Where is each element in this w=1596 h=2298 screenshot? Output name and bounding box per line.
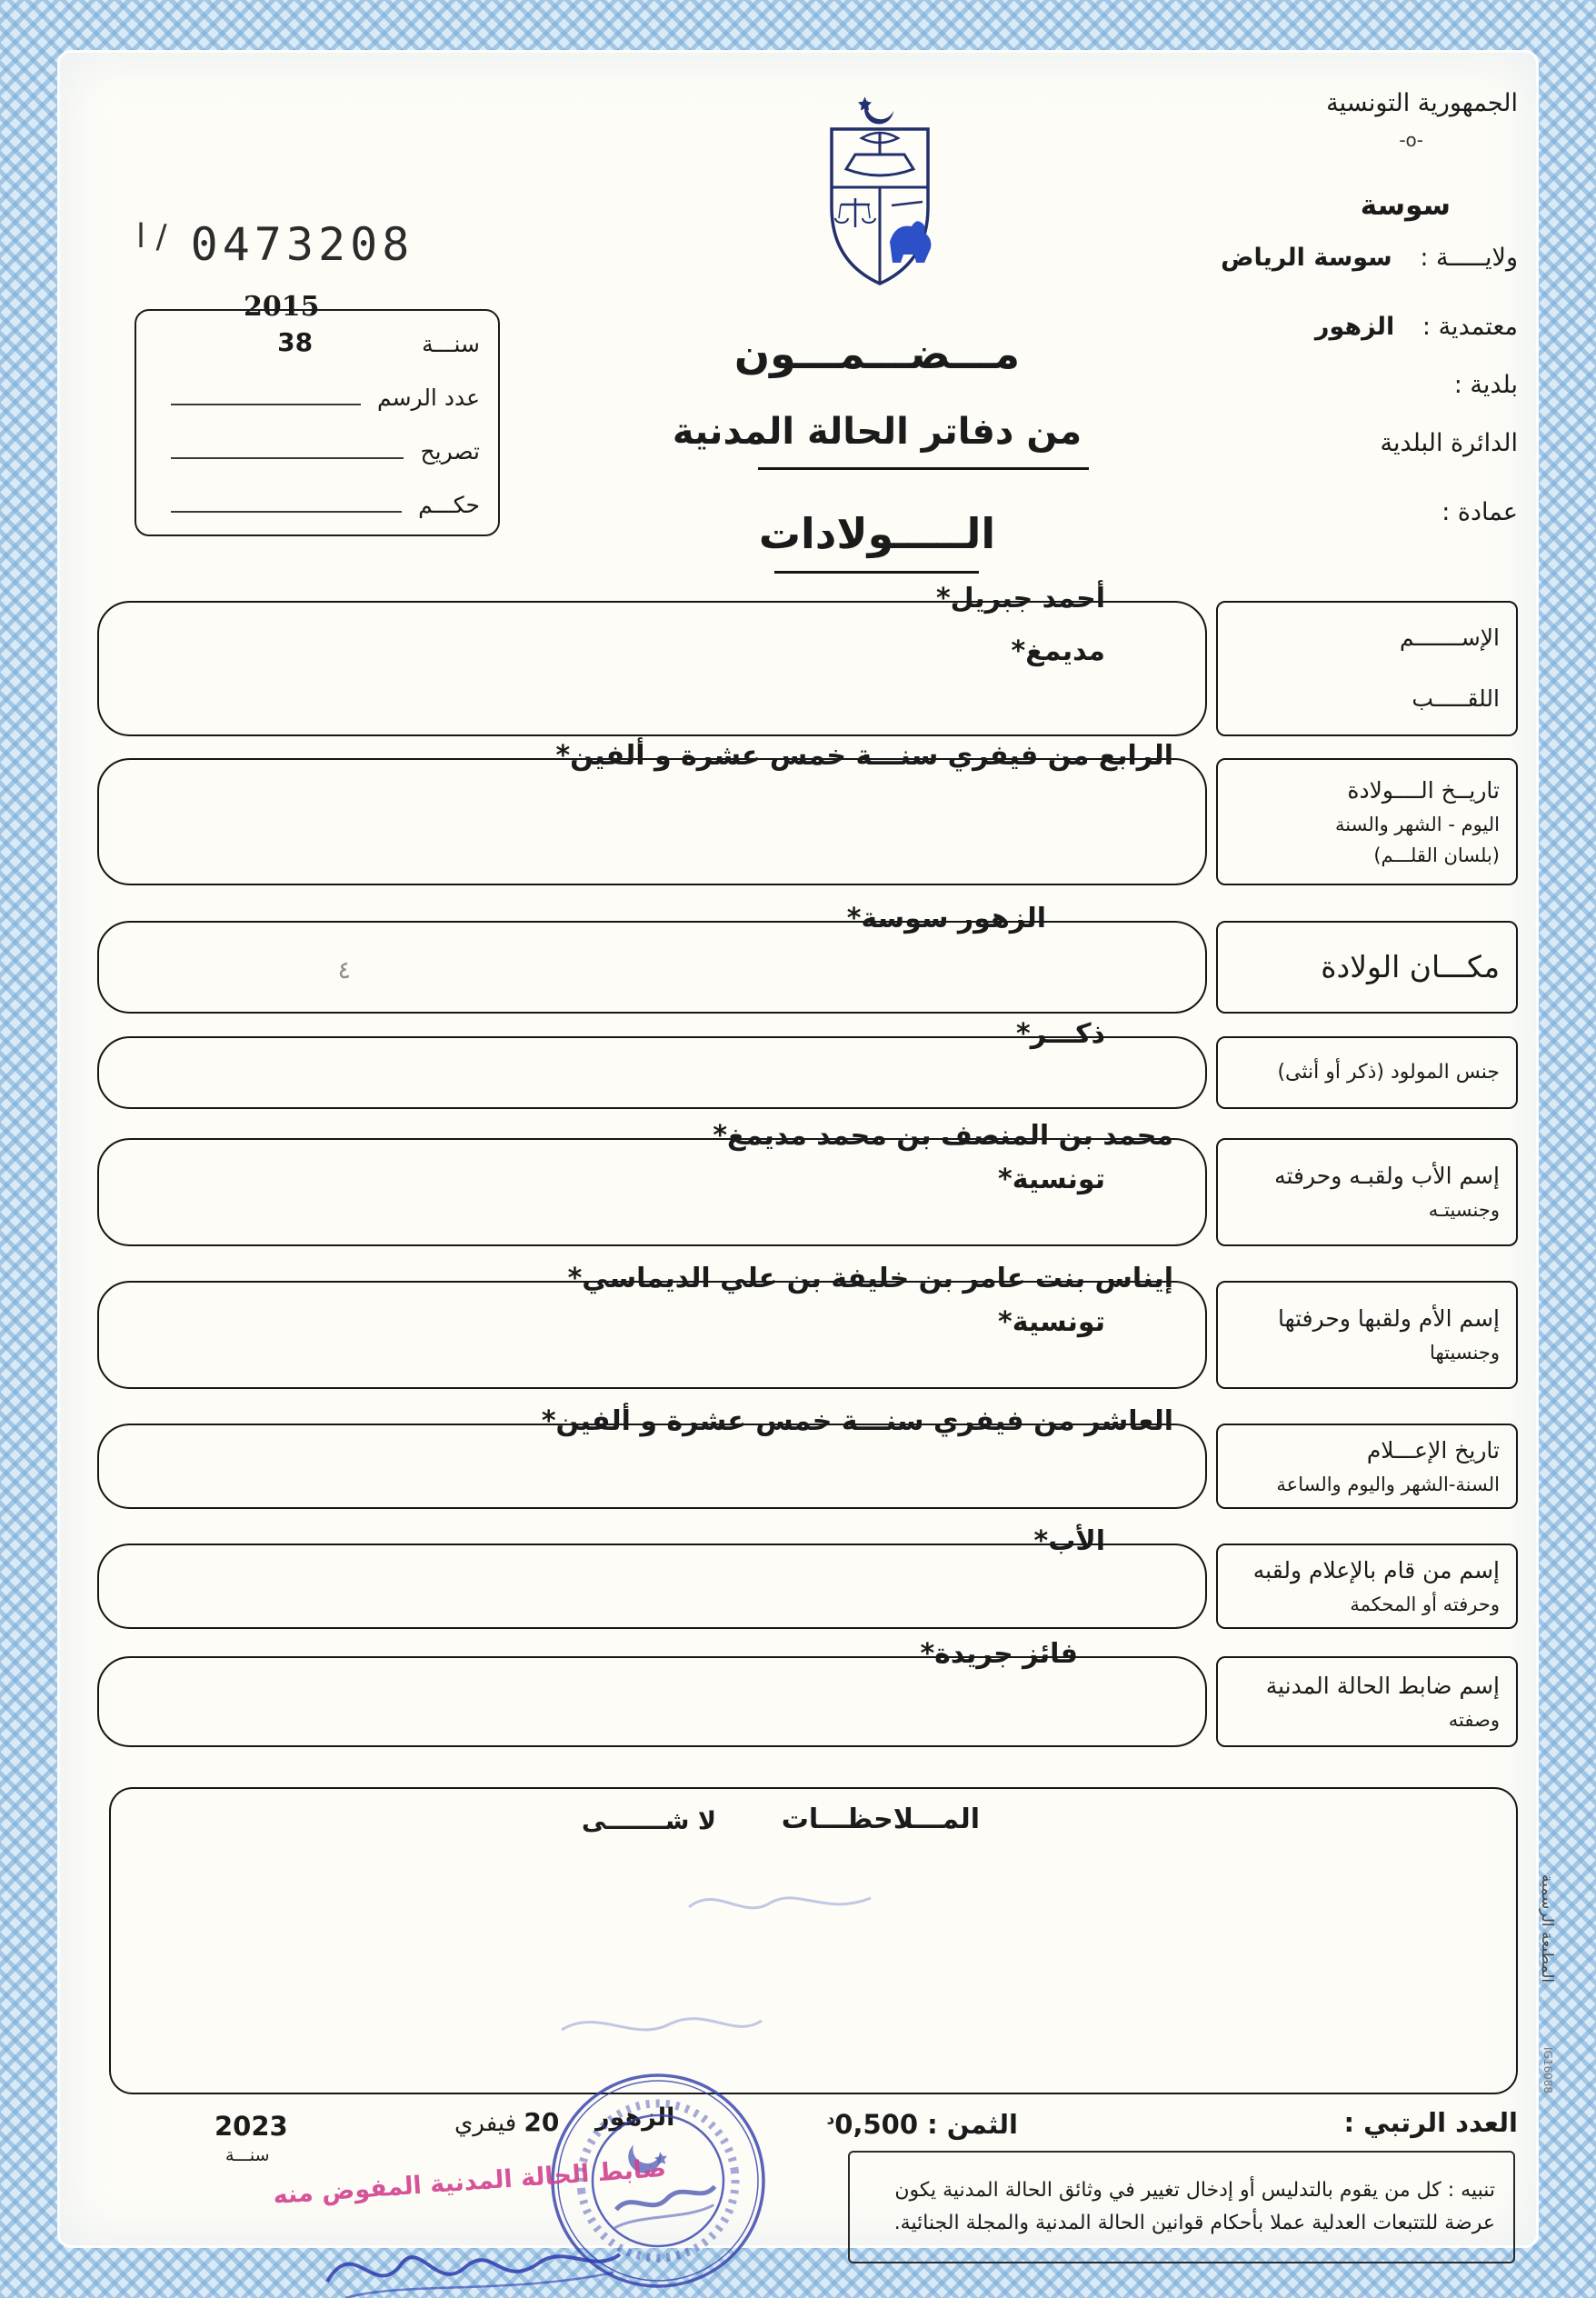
footer-year-value: 2023 [214, 2111, 288, 2142]
serial-prefix: ا / [136, 218, 167, 255]
serial-year: 2015 [244, 291, 320, 323]
notes-label: المـــلاحظـــات [781, 1803, 980, 1835]
ink-scribble [680, 1871, 880, 1934]
label-notifier: إسم من قام بالإعلام ولقبه [1252, 1556, 1500, 1584]
delegation-line [1315, 313, 1518, 341]
blank-line [171, 404, 361, 405]
births-title: الـــــولادات [758, 509, 996, 558]
field-row-officer [97, 1638, 1518, 1747]
field-label-notifier [1216, 1544, 1518, 1629]
field-row-notification-date [97, 1405, 1518, 1509]
serial-number: 0473208 [190, 218, 414, 271]
wilaya-value: سوسة الرياض [1221, 244, 1392, 272]
value-birth-date: الرابع من فيفري سنـــة خمس عشرة و ألفين* [555, 740, 1173, 772]
label-father-sub: وجنسيتـه [1428, 1199, 1500, 1222]
label-birth-date-sub1: اليوم - الشهر والسنة [1335, 813, 1500, 835]
value-surname: مديمغ* [1011, 635, 1105, 667]
footer-place: الزهور [595, 2103, 675, 2132]
serial-block [136, 218, 414, 271]
registry-row-act-number [155, 385, 480, 411]
label-first-name: الإســـــــم [1399, 624, 1500, 651]
print-reference-code: IG16088 [1541, 2047, 1554, 2094]
field-box-birth-place [97, 903, 1207, 1014]
label-officer-sub: وصفته [1448, 1708, 1500, 1731]
label-surname: اللقـــــب [1411, 685, 1500, 713]
field-row-birth-place [97, 903, 1518, 1014]
field-row-mother [97, 1263, 1518, 1389]
field-box-gender [97, 1018, 1207, 1109]
registry-judgment-label: حكـــم [418, 492, 480, 518]
district-label: الدائرة البلدية [1380, 429, 1518, 457]
label-notification-date: تاريخ الإعـــلام [1366, 1436, 1500, 1464]
divider-ornament: -o- [1399, 129, 1423, 151]
registry-act-label: عدد الرسم [376, 385, 480, 411]
value-mother-nationality: تونسية* [998, 1306, 1105, 1338]
registry-row-judgment [155, 492, 480, 518]
wilaya-line [1221, 244, 1518, 272]
registry-declaration-label: تصريح [420, 438, 480, 465]
republic-title: الجمهورية التونسية [1326, 89, 1518, 117]
field-box-father [97, 1120, 1207, 1246]
notes-box [109, 1787, 1518, 2094]
ink-scribble [553, 1998, 771, 2053]
field-label-father [1216, 1138, 1518, 1246]
registry-box [135, 309, 500, 536]
value-officer: فائز جريدة* [920, 1638, 1078, 1670]
value-first-name: أحمد جبريل* [935, 583, 1105, 614]
tunisia-coat-of-arms-icon [821, 89, 939, 291]
notes-value: لا شـــــــى [582, 1807, 716, 1835]
label-notifier-sub: وحرفته أو المحكمة [1350, 1593, 1500, 1615]
footer-year-label: سنـــة [225, 2145, 270, 2165]
field-box-officer [97, 1638, 1207, 1747]
blank-line [171, 457, 404, 459]
document-subtitle: من دفاتر الحالة المدنية [672, 411, 1082, 453]
field-box-notifier [97, 1525, 1207, 1629]
ordinal-number-label: العدد الرتبي : [1343, 2107, 1518, 2138]
field-label-name [1216, 601, 1518, 736]
field-label-notification-date [1216, 1424, 1518, 1509]
price-line [827, 2109, 1018, 2140]
label-notification-date-sub: السنة-الشهر واليوم والساعة [1276, 1473, 1500, 1495]
currency-symbol: د [826, 2110, 835, 2129]
value-birth-place: الزهور سوسة* [846, 903, 1046, 934]
delegation-value: الزهور [1314, 313, 1395, 341]
label-birth-place: مكـــان الولادة [1321, 948, 1500, 984]
document-title: مـــضـــمـــون [733, 329, 1021, 378]
legal-notice-box [848, 2151, 1515, 2263]
births-underline [774, 571, 979, 574]
blank-line [171, 511, 402, 513]
label-officer: إسم ضابط الحالة المدنية [1265, 1672, 1500, 1699]
footer-date-month: فيفري [454, 2110, 517, 2137]
value-gender: ذكـــر* [1016, 1018, 1105, 1050]
field-row-gender [97, 1018, 1518, 1109]
field-box-mother [97, 1263, 1207, 1389]
label-birth-date-sub2: (بلسان القلـــم) [1373, 844, 1500, 866]
field-label-mother [1216, 1281, 1518, 1389]
field-label-gender [1216, 1036, 1518, 1109]
field-box-name [97, 583, 1207, 736]
field-row-notifier [97, 1525, 1518, 1629]
value-notification-date: العاشر من فيفري سنـــة خمس عشرة و ألفين* [541, 1405, 1173, 1437]
field-row-birth-date [97, 740, 1518, 885]
field-row-father [97, 1120, 1518, 1246]
delegation-label: معتمدية : [1421, 313, 1518, 341]
registry-year-label: سنـــة [422, 331, 480, 357]
wilaya-label: ولايـــــة : [1420, 244, 1518, 272]
price-label: الثمن : 0,500 [834, 2109, 1018, 2140]
city-name: سوسة [1360, 189, 1451, 222]
faint-handwriting: ٤ [337, 956, 351, 985]
field-label-officer [1216, 1656, 1518, 1747]
value-father-nationality: تونسية* [998, 1164, 1105, 1195]
registry-year-value: 38 [277, 327, 314, 357]
registry-row-year [155, 327, 480, 357]
value-father-name: محمد بن المنصف بن محمد مديمغ* [713, 1120, 1173, 1152]
signature-scribble [318, 2218, 627, 2298]
label-mother-sub: وجنسيتها [1430, 1342, 1500, 1364]
footer-date-day: 20 [524, 2107, 560, 2137]
official-printer-credit: المطبعة الرسمية [1538, 1874, 1556, 1983]
label-father: إسم الأب ولقبـه وحرفته [1274, 1163, 1500, 1190]
subtitle-underline [758, 467, 1089, 470]
value-mother-name: إيناس بنت عامر بن خليفة بن علي الديماسي* [567, 1263, 1173, 1294]
omda-label: عمادة : [1441, 498, 1518, 526]
field-label-birth-place [1216, 921, 1518, 1014]
field-row-name [97, 583, 1518, 736]
value-notifier: الأب* [1033, 1525, 1105, 1557]
legal-notice-text: تنبيه : كل من يقوم بالتدليس أو إدخال تغيير في وثائق الحالة المدنية يكون عرضة للتتبعات العدلية عملا بأحكام قوانين الحالة المدنية والمجلة الجنائية. [893, 2178, 1495, 2234]
field-label-birth-date [1216, 758, 1518, 885]
label-gender: جنس المولود (ذكر أو أنثى) [1277, 1061, 1500, 1084]
officer-authorization-stamp: ضابط الحالة المدنية المفوض منه [272, 2153, 667, 2211]
registry-row-declaration [155, 438, 480, 465]
field-box-birth-date [97, 740, 1207, 885]
field-box-notification-date [97, 1405, 1207, 1509]
municipality-label: بلدية : [1453, 371, 1518, 399]
label-birth-date: تاريــخ الــــولادة [1347, 776, 1500, 804]
label-mother: إسم الأم ولقبها وحرفتها [1277, 1305, 1500, 1333]
